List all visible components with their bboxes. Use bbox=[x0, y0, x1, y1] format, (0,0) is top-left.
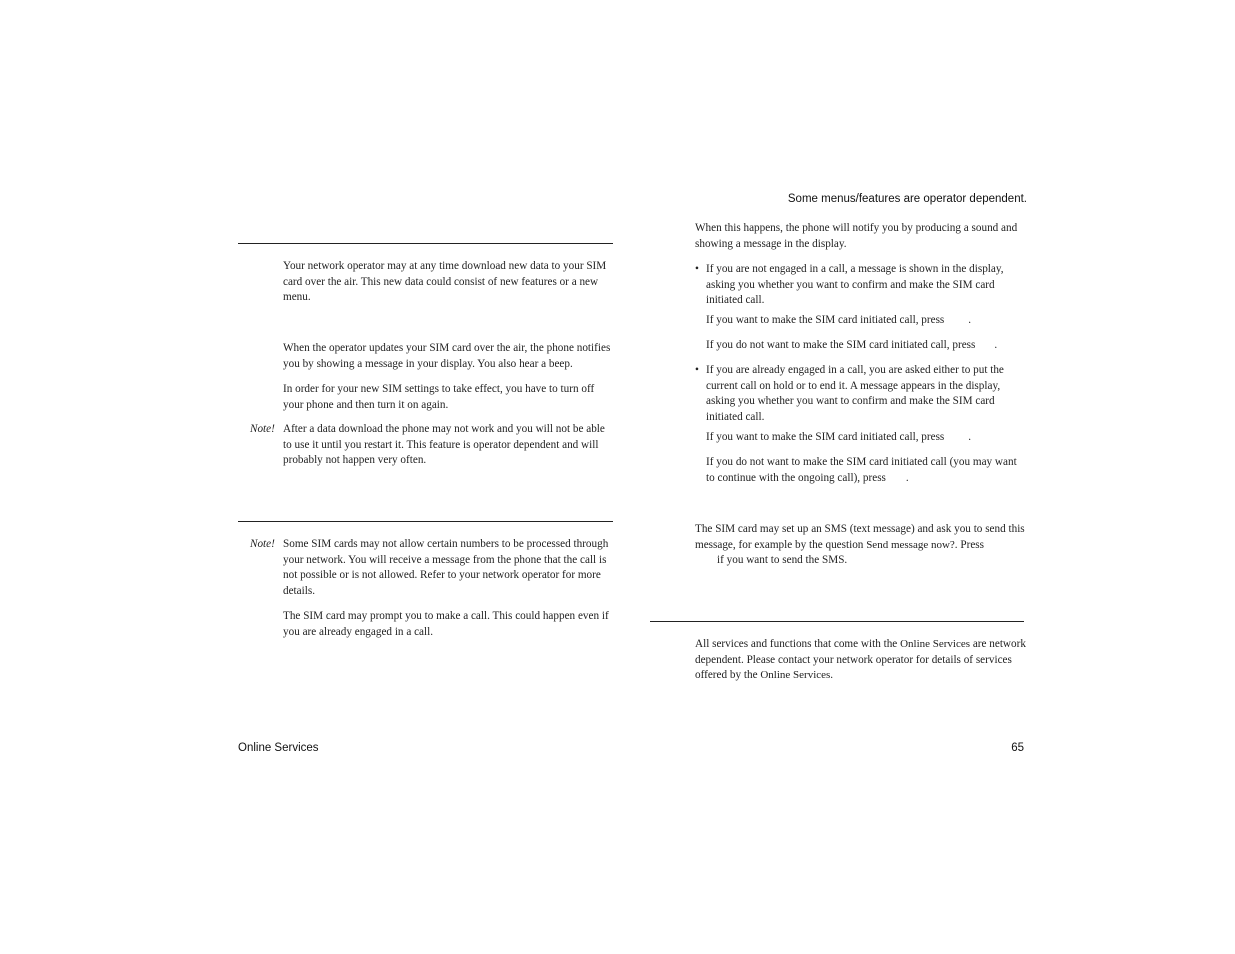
bullet-marker: • bbox=[695, 263, 699, 275]
bullet-engaged: If you are already engaged in a call, you are asked either to put the current call on hold or to end it. A message appears in the display, asking you whether you want to confirm and make the SIM card initiated call. bbox=[706, 364, 1004, 423]
instruction-make-call-1: If you want to make the SIM card initiated call, press . bbox=[706, 314, 972, 326]
ui-term: Online Services bbox=[900, 638, 971, 650]
paragraph-sms: The SIM card may set up an SMS (text message) and ask you to send this message, for example by the question Send message now?. Press if you want to send the SMS. bbox=[695, 523, 1025, 567]
instruction-decline-call-1: If you do not want to make the SIM card initiated call, press . bbox=[706, 339, 998, 351]
bullet-not-engaged: If you are not engaged in a call, a message is shown in the display, asking you whether you want to confirm and make the SIM card initiated call. bbox=[706, 263, 1004, 307]
paragraph-online-services: All services and functions that come with the Online Services are network dependent. Please contact your network operator for details of services offered by the Online Services. bbox=[695, 638, 1026, 682]
paragraph-sim-download: Your network operator may at any time download new data to your SIM card over the air. This new data could consist of new features or a new menu. bbox=[283, 260, 607, 304]
page-number: 65 bbox=[1011, 742, 1024, 754]
operator-dependent-note: Some menus/features are operator dependent. bbox=[787, 193, 1027, 205]
section-rule-mid-left bbox=[238, 521, 613, 522]
note-data-download: After a data download the phone may not work and you will not be able to use it until you restart it. This feature is operator dependent and will probably not happen very often. bbox=[283, 423, 605, 467]
note-label: Note! bbox=[250, 423, 275, 435]
note-label: Note! bbox=[250, 538, 275, 550]
section-rule-right bbox=[650, 621, 1024, 622]
ui-term: Send message now? bbox=[866, 538, 955, 551]
paragraph-restart: In order for your new SIM settings to take effect, you have to turn off your phone and then turn it on again. bbox=[283, 383, 595, 411]
paragraph-sim-call-prompt: The SIM card may prompt you to make a call. This could happen even if you are already engaged in a call. bbox=[283, 610, 609, 638]
footer-section-title: Online Services bbox=[238, 742, 319, 754]
instruction-make-call-2: If you want to make the SIM card initiated call, press . bbox=[706, 431, 972, 443]
paragraph-notify: When this happens, the phone will notify you by producing a sound and showing a message in the display. bbox=[695, 222, 1018, 250]
section-rule-top-left bbox=[238, 243, 613, 244]
instruction-decline-call-2: If you do not want to make the SIM card initiated call (you may want to continue with the ongoing call), press . bbox=[706, 456, 1017, 484]
ui-term: Online Services bbox=[760, 669, 831, 682]
bullet-marker: • bbox=[695, 364, 699, 376]
note-sim-numbers: Some SIM cards may not allow certain numbers to be processed through your network. You will receive a message from the phone that the call is not possible or is not allowed. Refer to your network operator for more details. bbox=[283, 538, 609, 597]
paragraph-sim-update: When the operator updates your SIM card over the air, the phone notifies you by showing a message in your display. You also hear a beep. bbox=[283, 342, 611, 370]
